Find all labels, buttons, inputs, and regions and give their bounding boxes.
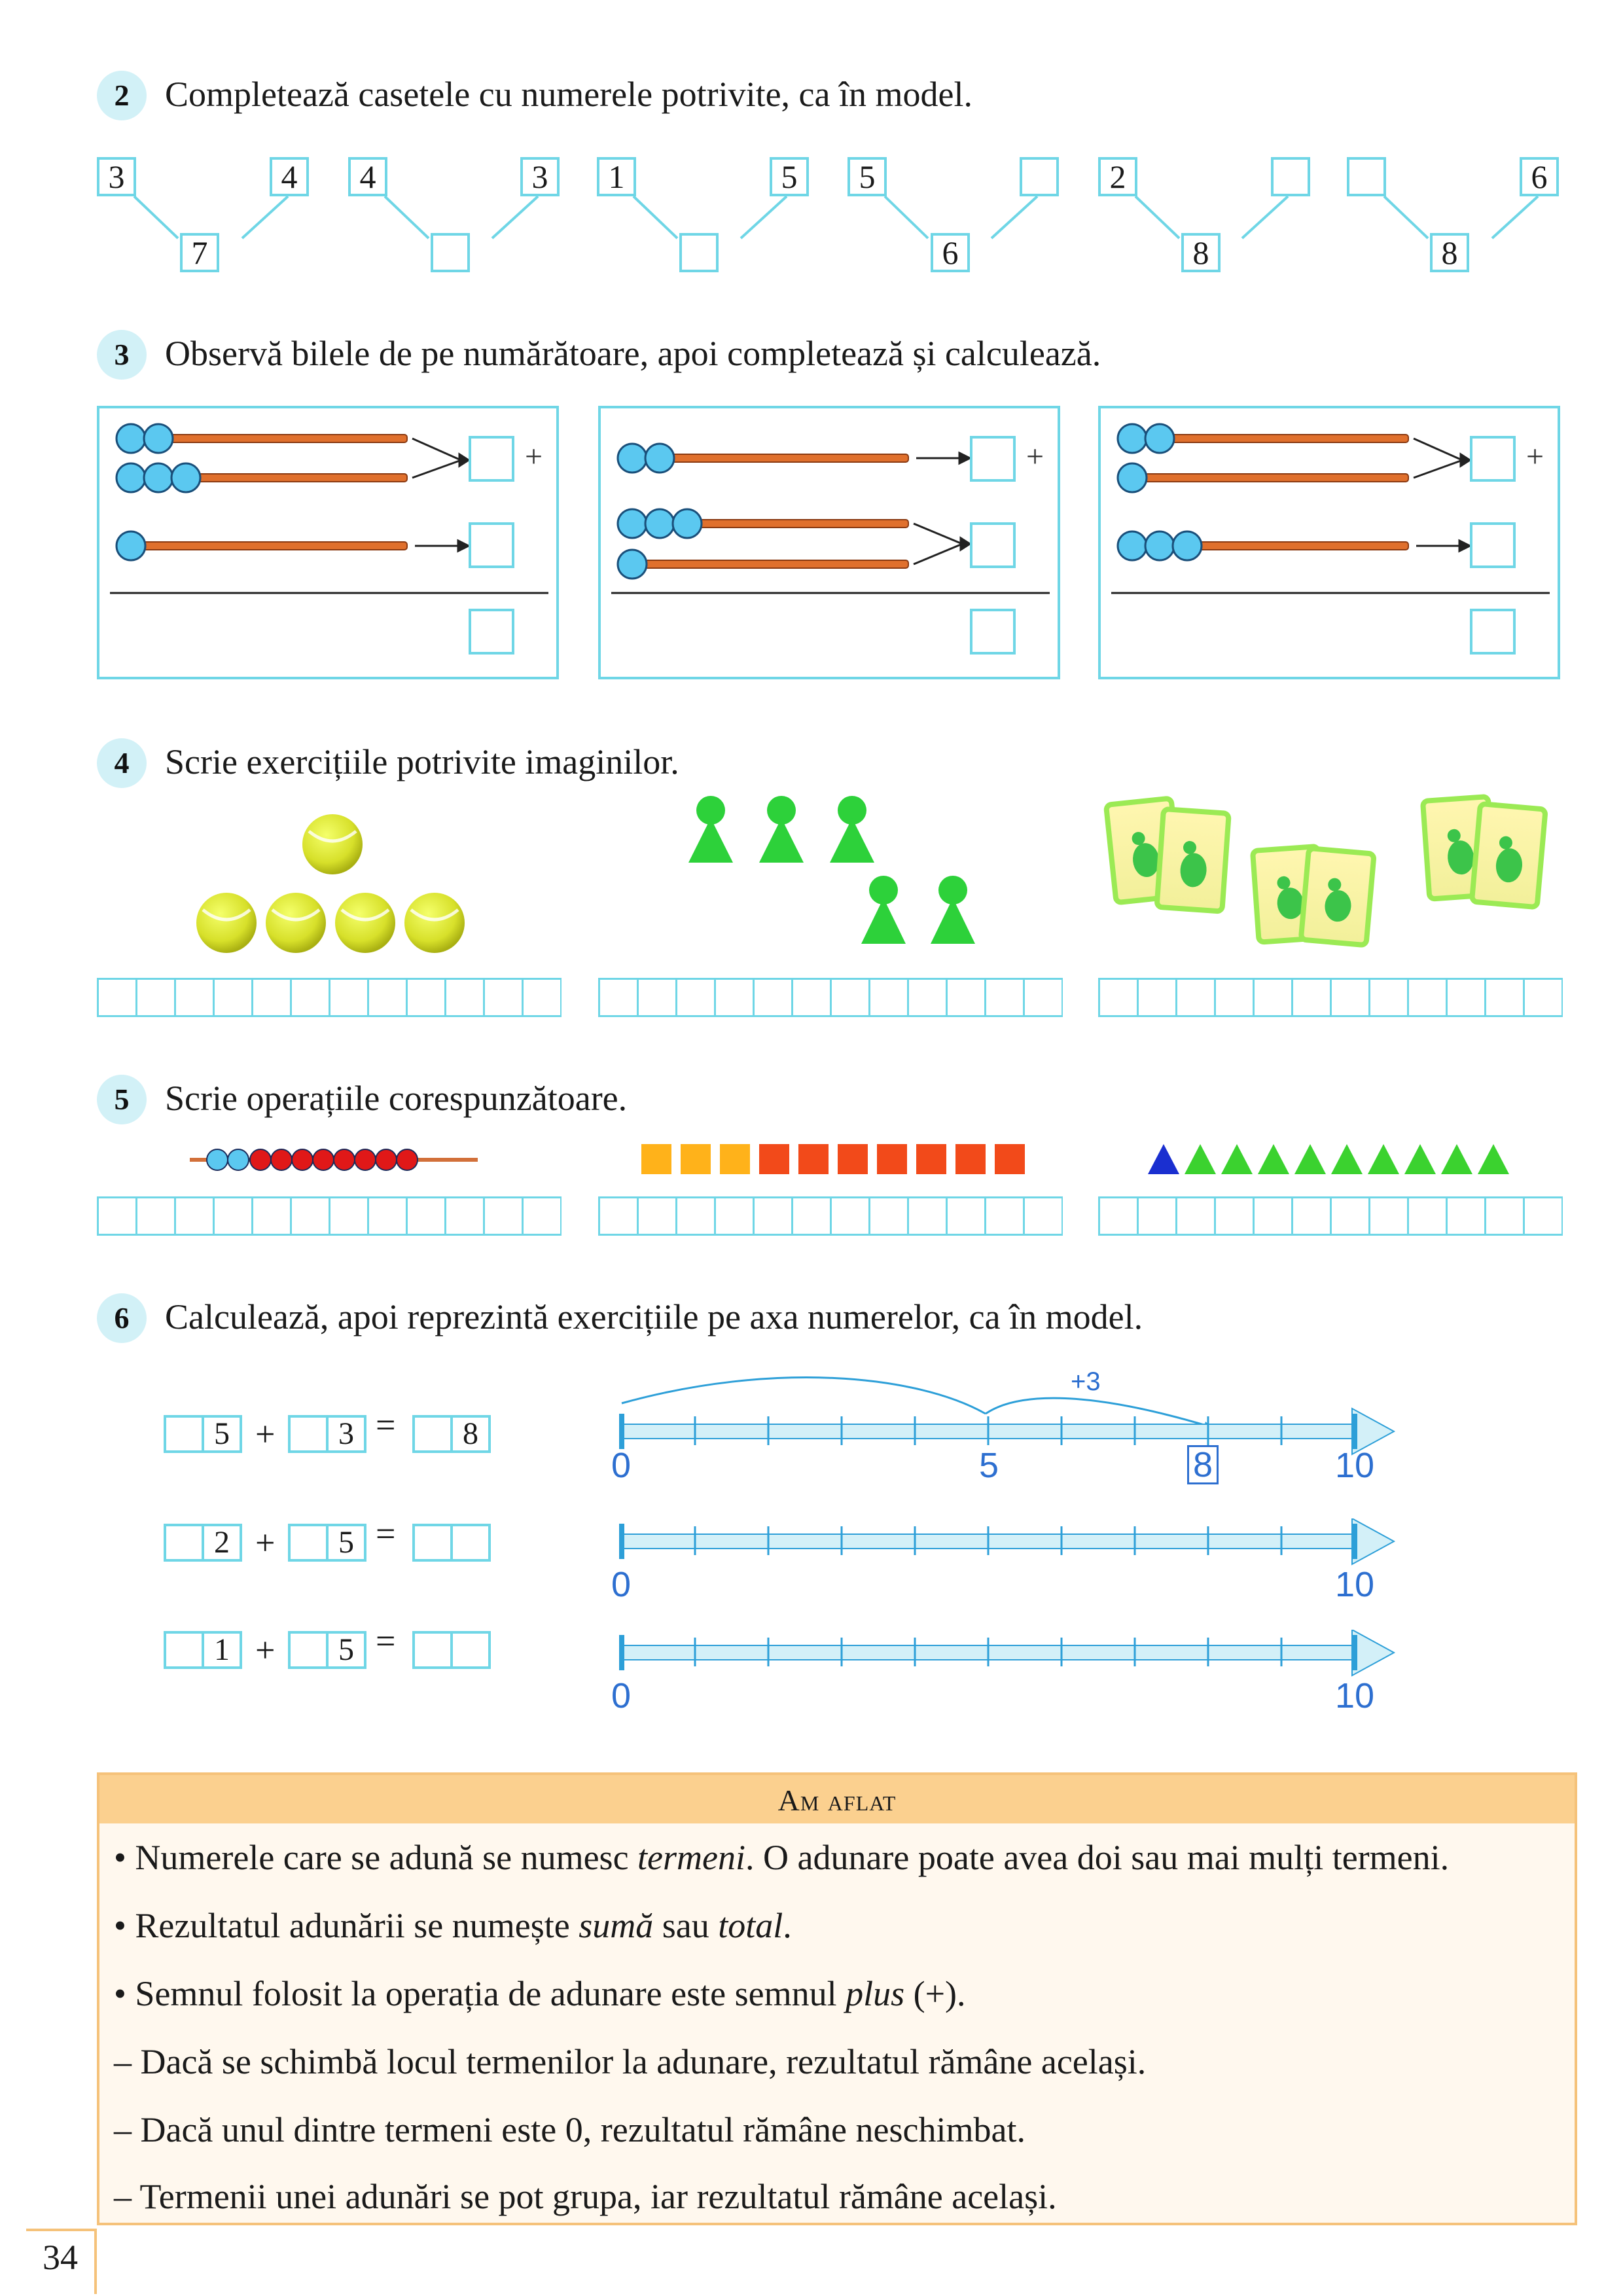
answer-box[interactable]: 6 xyxy=(1520,157,1559,196)
axis-label-end: 10 xyxy=(1335,1565,1375,1604)
plus-sign: + xyxy=(1026,439,1044,474)
answer-box[interactable] xyxy=(469,436,514,482)
plus-sign: + xyxy=(525,439,543,474)
plus-sign: + xyxy=(255,1523,276,1562)
answer-box[interactable] xyxy=(469,522,514,568)
result-value xyxy=(453,1526,488,1559)
answer-box[interactable] xyxy=(469,609,514,655)
exercise-number-badge: 4 xyxy=(97,738,147,788)
exercise-number-badge: 2 xyxy=(97,71,147,120)
exercise-number-badge: 3 xyxy=(97,330,147,380)
summary-line: • Numerele care se adună se numesc termeni. O adunare poate avea doi sau mai mulți termeni. xyxy=(114,1838,1450,1877)
playing-card-icon xyxy=(1093,792,1577,949)
equals-sign: = xyxy=(376,1405,396,1444)
exercise-number-badge: 6 xyxy=(97,1293,147,1343)
digit-box-pair[interactable] xyxy=(412,1631,491,1669)
axis-label-end: 10 xyxy=(1335,1446,1375,1485)
term-value: 2 xyxy=(214,1525,230,1560)
summary-line: – Termenii unei adunări se pot grupa, iar rezultatul rămâne același. xyxy=(114,2177,1057,2216)
axis-label-start: 0 xyxy=(611,1446,632,1485)
tennis-ball-icon xyxy=(183,805,484,962)
exercise-number-badge: 5 xyxy=(97,1075,147,1124)
answer-box[interactable]: 6 xyxy=(931,233,970,272)
answer-box[interactable] xyxy=(1470,522,1516,568)
answer-box[interactable] xyxy=(970,522,1016,568)
answer-box[interactable]: 5 xyxy=(770,157,809,196)
bead-string-icon xyxy=(190,1141,478,1178)
green-pawn-icon xyxy=(674,792,988,962)
exercise-instruction: Scrie operațiile corespunzătoare. xyxy=(165,1079,628,1118)
summary-line: • Semnul folosit la operația de adunare este semnul plus (+). xyxy=(114,1974,966,2013)
connector-lines xyxy=(0,0,1623,301)
answer-box[interactable] xyxy=(1470,609,1516,655)
exercise-instruction: Calculează, apoi reprezintă exercițiile pe axa numerelor, ca în model. xyxy=(165,1297,1143,1336)
axis-label-mid: 5 xyxy=(979,1446,999,1485)
axis-label-result: 8 xyxy=(1187,1445,1219,1484)
plus-sign: + xyxy=(255,1630,276,1670)
answer-box[interactable] xyxy=(1347,157,1386,196)
answer-box[interactable]: 2 xyxy=(1098,157,1137,196)
digit-box-pair[interactable] xyxy=(164,1524,242,1562)
equals-sign: = xyxy=(376,1514,396,1553)
digit-box-pair[interactable] xyxy=(164,1631,242,1669)
answer-grid[interactable] xyxy=(97,1196,562,1236)
answer-box[interactable] xyxy=(1020,157,1059,196)
answer-box[interactable] xyxy=(970,609,1016,655)
number-line[interactable] xyxy=(609,1518,1446,1571)
axis-label-start: 0 xyxy=(611,1565,632,1604)
term-value: 3 xyxy=(338,1416,354,1451)
answer-grid[interactable] xyxy=(598,1196,1063,1236)
number-line[interactable] xyxy=(609,1630,1446,1682)
colored-squares-icon xyxy=(641,1141,1034,1178)
plus-sign: + xyxy=(255,1414,276,1454)
abacus-panel xyxy=(1098,406,1560,679)
answer-grid[interactable] xyxy=(1098,1196,1563,1236)
jump-label: +3 xyxy=(1071,1367,1101,1396)
summary-box xyxy=(97,1772,1577,2225)
answer-box[interactable]: 1 xyxy=(597,157,636,196)
answer-grid[interactable] xyxy=(1098,978,1563,1017)
answer-box[interactable]: 4 xyxy=(270,157,309,196)
answer-box[interactable]: 3 xyxy=(520,157,560,196)
digit-box-pair[interactable] xyxy=(288,1631,366,1669)
answer-box[interactable]: 8 xyxy=(1430,233,1469,272)
answer-box[interactable] xyxy=(431,233,470,272)
summary-line: – Dacă unul dintre termeni este 0, rezultatul rămâne neschimbat. xyxy=(114,2110,1026,2149)
answer-box[interactable]: 3 xyxy=(97,157,136,196)
abacus-panel xyxy=(97,406,559,679)
digit-box-pair[interactable] xyxy=(164,1415,242,1453)
answer-box[interactable]: 4 xyxy=(348,157,387,196)
exercise-instruction: Scrie exercițiile potrivite imaginilor. xyxy=(165,742,679,781)
answer-grid[interactable] xyxy=(97,978,562,1017)
triangles-icon xyxy=(1148,1141,1527,1178)
summary-line: • Rezultatul adunării se numește sumă sau total. xyxy=(114,1906,792,1945)
answer-box[interactable]: 7 xyxy=(180,233,219,272)
digit-box-pair[interactable] xyxy=(412,1524,491,1562)
abacus-panel xyxy=(598,406,1060,679)
equals-sign: = xyxy=(376,1621,396,1660)
result-value xyxy=(453,1634,488,1666)
exercise-instruction: Observă bilele de pe numărătoare, apoi completează și calculează. xyxy=(165,334,1101,373)
page-number: 34 xyxy=(26,2229,97,2294)
summary-title: Am aflat xyxy=(99,1775,1575,1823)
term-value: 5 xyxy=(214,1416,230,1451)
answer-box[interactable] xyxy=(679,233,719,272)
answer-box[interactable] xyxy=(1271,157,1310,196)
digit-box-pair[interactable] xyxy=(288,1524,366,1562)
answer-box[interactable]: 8 xyxy=(1181,233,1221,272)
summary-line: – Dacă se schimbă locul termenilor la adunare, rezultatul rămâne același. xyxy=(114,2042,1147,2081)
term-value: 1 xyxy=(214,1632,230,1667)
exercise-instruction: Completează casetele cu numerele potrivite, ca în model. xyxy=(165,75,972,114)
result-value: 8 xyxy=(463,1416,478,1451)
answer-grid[interactable] xyxy=(598,978,1063,1017)
answer-box[interactable] xyxy=(1470,436,1516,482)
axis-label-end: 10 xyxy=(1335,1676,1375,1715)
answer-box[interactable] xyxy=(970,436,1016,482)
axis-label-start: 0 xyxy=(611,1676,632,1715)
term-value: 5 xyxy=(338,1632,354,1667)
plus-sign: + xyxy=(1526,439,1544,474)
number-line-model[interactable] xyxy=(609,1361,1446,1479)
digit-box-pair[interactable] xyxy=(412,1415,491,1453)
answer-box[interactable]: 5 xyxy=(847,157,887,196)
digit-box-pair[interactable] xyxy=(288,1415,366,1453)
term-value: 5 xyxy=(338,1525,354,1560)
